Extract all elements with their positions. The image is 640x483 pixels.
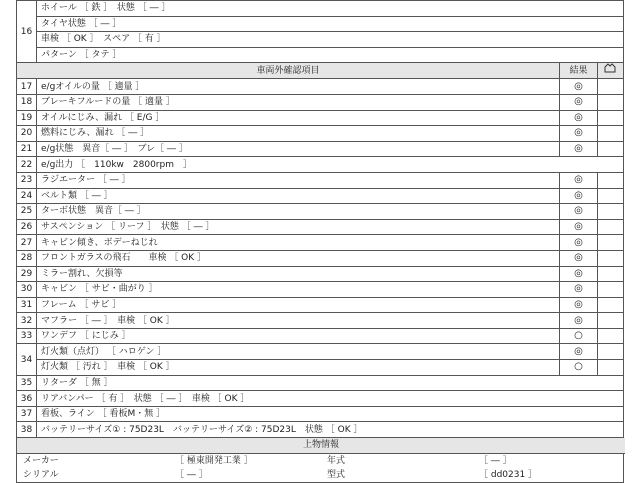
result-mark: ◎ [559,266,597,282]
inspection-row [17,297,624,313]
inspection-item: e/gオイルの量 ［ 適量 ］ [37,79,560,95]
inspection-sheet [16,0,624,480]
result-mark: ◎ [559,235,597,251]
row-number: 16 [17,1,37,63]
top-section-row [17,16,624,32]
check-cell [597,110,623,126]
top-section-row [17,47,624,63]
cargo-info-section [16,438,624,483]
check-cell [597,141,623,157]
check-cell [597,219,623,235]
inspection-row [17,266,624,282]
inspection-item: 看板、ライン ［ 看板M・無 ］ [37,406,624,422]
row-number: 23 [17,172,37,188]
row-number: 20 [17,126,37,142]
result-mark: ◎ [559,172,597,188]
check-cell [597,328,623,344]
inspection-row [17,204,624,220]
result-mark: ◎ [559,94,597,110]
inspection-row [17,141,624,157]
check-cell [597,313,623,329]
inspection-row [17,344,624,360]
check-cell [597,250,623,266]
inspection-row [17,79,624,95]
model-label: 型式 [327,469,346,480]
result-mark: ◎ [559,204,597,220]
model-value: ［ dd0231 ］ [479,469,538,480]
row-number: 31 [17,297,37,313]
section-header [17,63,624,79]
inspection-row [17,172,624,188]
row-number: 28 [17,250,37,266]
inspection-row [17,219,624,235]
year-label: 年式 [327,455,346,466]
check-cell [597,360,623,376]
inspection-row [17,94,624,110]
row-number: 33 [17,328,37,344]
check-cell [597,188,623,204]
row-number: 25 [17,204,37,220]
serial-label: シリアル [23,469,59,480]
inspection-item: バッテリーサイズ① : 75D23L バッテリーサイズ② : 75D23L 状態 ［ OK ］ [37,422,624,438]
inspection-item: ワンデフ ［ にじみ ］ [37,328,560,344]
inspection-item: 灯火類 ［ 汚れ ］ 車検 ［ OK ］ [37,360,560,376]
row-number: 27 [17,235,37,251]
inspection-item: リターダ ［ 無 ］ [37,375,624,391]
inspection-item: e/g状態 異音［ ― ］ ブレ［ ― ］ [37,141,560,157]
result-mark: ◎ [559,313,597,329]
check-cell [597,204,623,220]
check-cell [597,297,623,313]
inspection-row [17,282,624,298]
result-mark: ◎ [559,219,597,235]
inspection-item: フロントガラスの飛石 車検 ［ OK ］ [37,250,560,266]
inspection-item: キャビン傾き、ボデーねじれ [37,235,560,251]
top-section-line: タイヤ状態 ［ ― ］ [37,16,624,32]
inspection-row [17,126,624,142]
top-section-row [17,1,624,17]
row-number: 30 [17,282,37,298]
inspection-item: 燃料にじみ、漏れ ［ ― ］ [37,126,560,142]
row-number: 24 [17,188,37,204]
inspection-item: ブレーキフルードの量 ［ 適量 ］ [37,94,560,110]
inspection-item: キャビン ［ サビ・曲がり ］ [37,282,560,298]
inspection-item: e/g出力 ［ 110kw 2800rpm ］ [37,157,624,173]
section-title: 車両外確認項目 [17,63,560,79]
row-number: 34 [17,344,37,375]
check-cell [597,172,623,188]
result-mark: ◎ [559,344,597,360]
inspection-item: フレーム ［ サビ ］ [37,297,560,313]
result-mark: ◎ [559,282,597,298]
row-number: 36 [17,391,37,407]
inspection-item: オイルにじみ、漏れ ［ E/G ］ [37,110,560,126]
row-number: 19 [17,110,37,126]
result-mark: ◎ [559,188,597,204]
inspection-item: ベルト類 ［ ― ］ [37,188,560,204]
check-cell [597,282,623,298]
row-number: 18 [17,94,37,110]
inspection-row [17,360,624,376]
result-header: 結果 [559,63,597,79]
inspection-item: ターボ状態 異音［ ― ］ [37,204,560,220]
inspection-item: リアバンパー ［ 有 ］ 状態 ［ ― ］ 車検 ［ OK ］ [37,391,624,407]
row-number: 22 [17,157,37,173]
inspection-table [16,0,624,438]
inspection-row [17,406,624,422]
cargo-info-table [17,438,625,482]
check-cell [597,344,623,360]
serial-value: ［ ― ］ [175,469,208,480]
inspection-row [17,328,624,344]
inspection-row [17,422,624,438]
result-mark: ◎ [559,126,597,142]
result-mark: ○ [559,328,597,344]
top-section-row [17,32,624,48]
stamp-icon [597,63,623,79]
check-cell [597,266,623,282]
result-mark: ◎ [559,297,597,313]
inspection-row [17,110,624,126]
row-number: 37 [17,406,37,422]
row-number: 29 [17,266,37,282]
cargo-info-title: 上物情報 [17,438,625,453]
inspection-item: ミラー割れ、欠損等 [37,266,560,282]
result-mark: ○ [559,360,597,376]
row-number: 26 [17,219,37,235]
inspection-row [17,188,624,204]
row-number: 35 [17,375,37,391]
maker-label: メーカー [23,455,59,466]
row-number: 17 [17,79,37,95]
inspection-row [17,313,624,329]
check-cell [597,126,623,142]
check-cell [597,94,623,110]
inspection-row [17,157,624,173]
inspection-item: ラジエーター ［ ― ］ [37,172,560,188]
top-section-line: ホイール ［ 鉄 ］ 状態 ［ ― ］ [37,1,624,17]
result-mark: ◎ [559,250,597,266]
result-mark: ◎ [559,79,597,95]
inspection-row [17,235,624,251]
row-number: 21 [17,141,37,157]
inspection-item: 灯火類（点灯） ［ ハロゲン ］ [37,344,560,360]
result-mark: ◎ [559,110,597,126]
check-cell [597,79,623,95]
year-value: ［ ― ］ [479,455,512,466]
inspection-row [17,375,624,391]
row-number: 32 [17,313,37,329]
inspection-item: サスペンション ［ リーフ ］ 状態 ［ ― ］ [37,219,560,235]
result-mark: ◎ [559,141,597,157]
check-cell [597,235,623,251]
inspection-row [17,391,624,407]
top-section-line: パターン ［ タテ ］ [37,47,624,63]
top-section-line: 車検 ［ OK ］ スペア ［ 有 ］ [37,32,624,48]
row-number: 38 [17,422,37,438]
inspection-row [17,250,624,266]
inspection-item: マフラー ［ ― ］ 車検 ［ OK ］ [37,313,560,329]
maker-value: ［ 極東開発工業 ］ [175,455,253,466]
